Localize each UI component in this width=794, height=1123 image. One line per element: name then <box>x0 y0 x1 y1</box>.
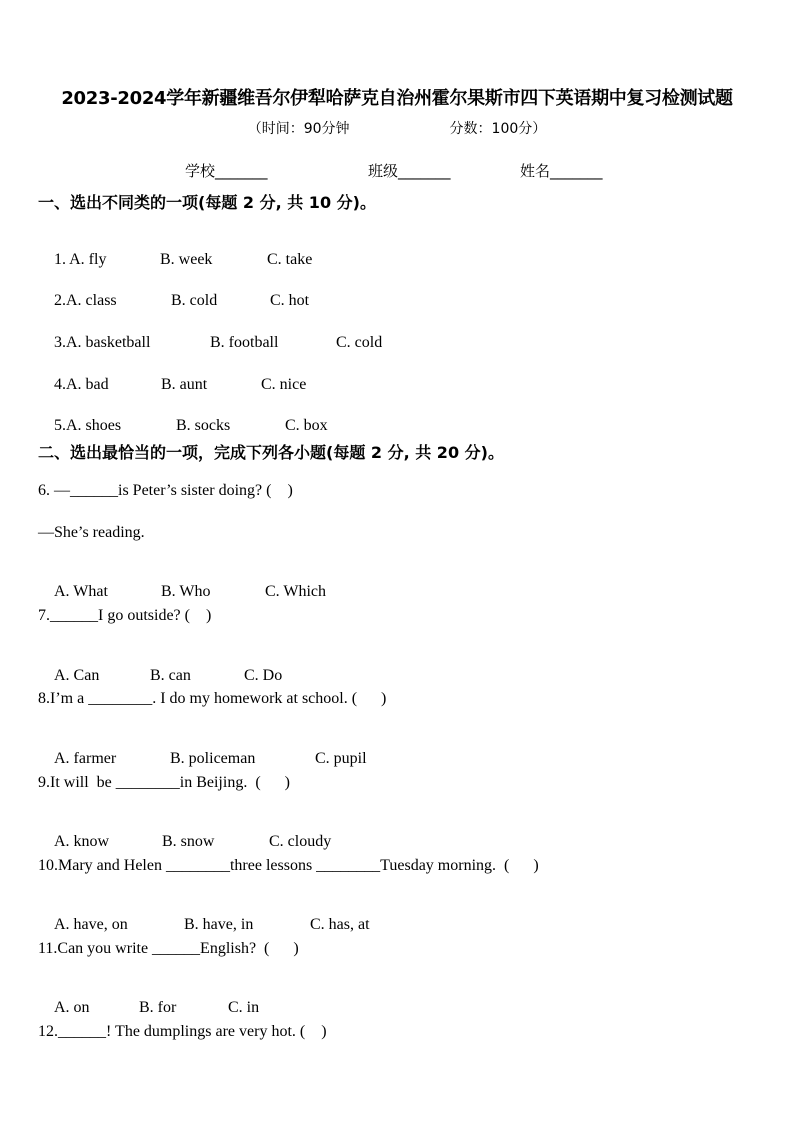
option-b: B. can <box>150 667 191 684</box>
option-a: 3.A. basketball <box>54 334 151 351</box>
option-a: 5.A. shoes <box>54 417 122 434</box>
option-c: C. hot <box>270 292 310 309</box>
option-b: B. football <box>210 334 279 351</box>
option-b: B. week <box>160 251 213 268</box>
option-b: B. for <box>139 999 177 1016</box>
option-a: 1. A. fly <box>54 251 107 268</box>
option-b: B. aunt <box>161 376 208 393</box>
option-c: C. in <box>228 999 260 1016</box>
option-c: C. cloudy <box>269 833 332 850</box>
option-c: C. nice <box>261 376 307 393</box>
exam-time: （时间：90分钟 <box>247 121 350 137</box>
option-b: B. policeman <box>170 750 256 767</box>
option-b: B. socks <box>176 417 231 434</box>
option-a: 4.A. bad <box>54 376 109 393</box>
option-a: A. have, on <box>54 916 128 933</box>
class-field: 班级_______ <box>368 162 451 180</box>
option-a: A. What <box>54 583 108 600</box>
question-8: 8.I’m a ________. I do my homework at school. ( ) <box>38 690 387 707</box>
question-11: 11.Can you write ______English? ( ) <box>38 940 299 957</box>
section-2-title: 二、选出最恰当的一项，完成下列各小题(每题 2 分, 共 20 分)。 <box>38 443 504 462</box>
option-a: A. farmer <box>54 750 117 767</box>
option-c: C. has, at <box>310 916 370 933</box>
option-b: B. snow <box>162 833 215 850</box>
option-a: A. on <box>54 999 90 1016</box>
question-7: 7.______I go outside? ( ) <box>38 607 212 624</box>
question-12: 12.______! The dumplings are very hot. ( ) <box>38 1023 327 1040</box>
option-b: B. have, in <box>184 916 254 933</box>
question-9: 9.It will be ________in Beijing. ( ) <box>38 774 290 791</box>
option-c: C. Which <box>265 583 327 600</box>
exam-title: 2023-2024学年新疆维吾尔伊犁哈萨克自治州霍尔果斯市四下英语期中复习检测试题 <box>61 88 733 109</box>
option-c: C. take <box>267 251 313 268</box>
option-c: C. Do <box>244 667 283 684</box>
option-a: A. know <box>54 833 110 850</box>
option-a: 2.A. class <box>54 292 117 309</box>
question-10: 10.Mary and Helen ________three lessons ________Tuesday morning. ( ) <box>38 857 539 874</box>
option-b: B. cold <box>171 292 218 309</box>
option-c: C. cold <box>336 334 383 351</box>
option-b: B. Who <box>161 583 211 600</box>
option-a: A. Can <box>54 667 100 684</box>
question-6: 6. —______is Peter’s sister doing? ( ) <box>38 482 293 499</box>
section-1-title: 一、选出不同类的一项(每题 2 分, 共 10 分)。 <box>38 193 376 212</box>
exam-score: 分数：100分） <box>449 121 547 137</box>
question-6-answer: —She’s reading. <box>38 524 145 541</box>
option-c: C. pupil <box>315 750 367 767</box>
option-c: C. box <box>285 417 328 434</box>
school-field: 学校_______ <box>185 162 268 180</box>
name-field: 姓名_______ <box>520 162 603 180</box>
exam-subtitle <box>0 118 794 138</box>
